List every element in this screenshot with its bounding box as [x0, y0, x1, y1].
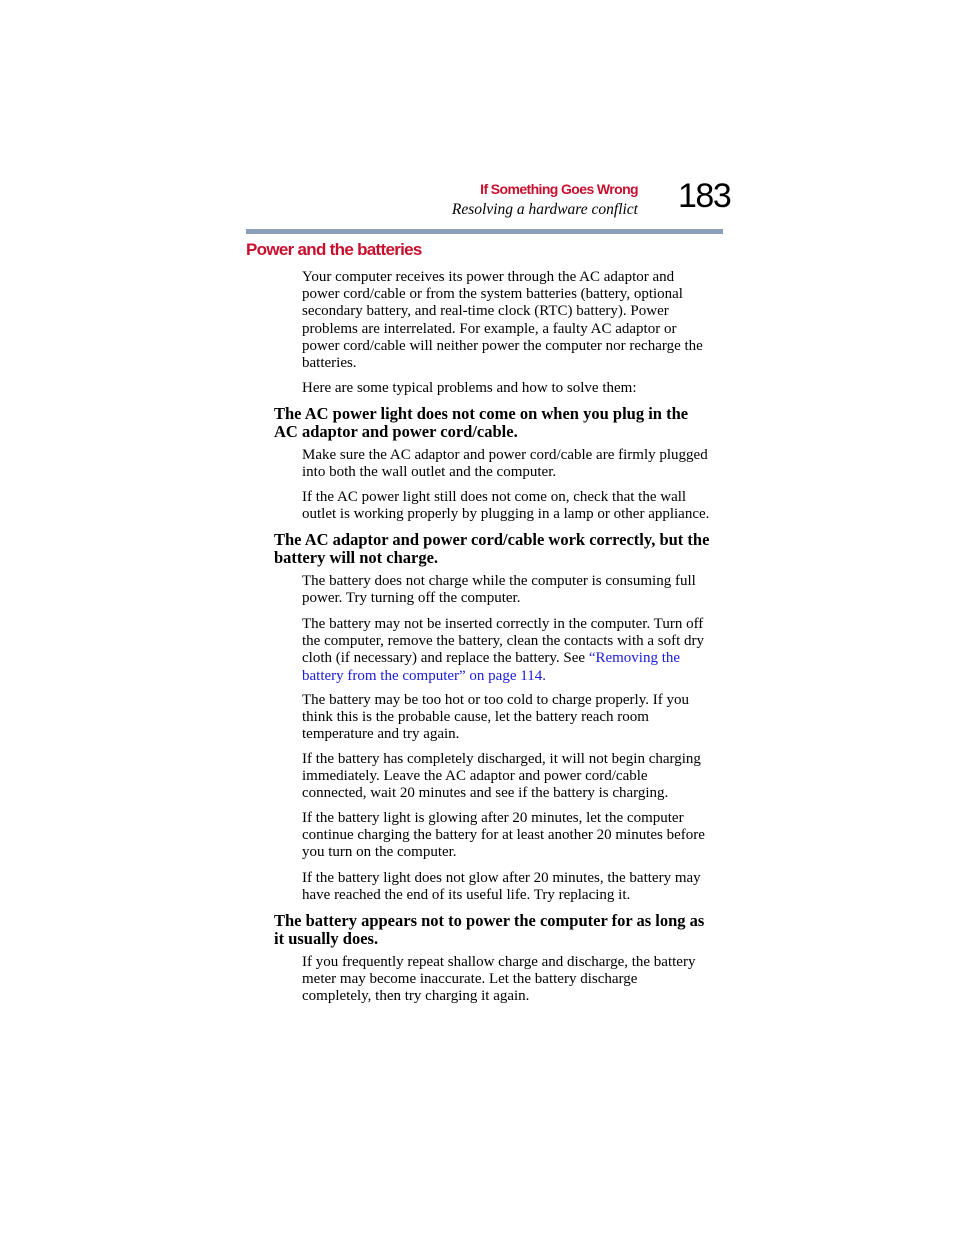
text-line: problems are interrelated. For example, a faulty AC adaptor or: [302, 320, 677, 337]
text-line: secondary battery, and real-time clock (RTC) battery). Power: [302, 303, 669, 320]
solution-paragraph: [302, 692, 732, 744]
text-line: outlet is working properly by plugging in a lamp or other appliance.: [302, 506, 710, 523]
text-line: batteries.: [302, 355, 357, 372]
text-line: connected, wait 20 minutes and see if the battery is charging.: [302, 785, 669, 802]
text-fragment: cloth (if necessary) and replace the battery. See: [302, 650, 589, 667]
text-line: power cord/cable will neither power the computer nor recharge the: [302, 337, 703, 354]
cross-reference-link[interactable]: battery from the computer” on page 114: [302, 667, 543, 684]
page-number: 183: [678, 177, 731, 215]
problem-heading-ac-power-light: [274, 405, 744, 441]
text-line: immediately. Leave the AC adaptor and power cord/cable: [302, 768, 648, 785]
text-line: meter may become inaccurate. Let the battery discharge: [302, 971, 638, 988]
heading-line: it usually does.: [274, 929, 379, 948]
text-line: The battery may be too hot or too cold to charge properly. If you: [302, 692, 689, 708]
running-header-section: Resolving a hardware conflict: [451, 201, 638, 218]
text-line: If you frequently repeat shallow charge and discharge, the battery: [302, 954, 696, 970]
solution-paragraph: [302, 751, 732, 803]
cross-reference-link[interactable]: “Removing the: [588, 650, 681, 667]
solution-paragraph: [302, 489, 732, 523]
heading-line: The AC power light does not come on when you plug in the: [274, 404, 689, 423]
problem-heading-battery-not-charge: [274, 531, 744, 567]
solution-paragraph: [302, 573, 732, 607]
text-line: Make sure the AC adaptor and power cord/cable are firmly plugged: [302, 447, 708, 463]
text-line: think this is the probable cause, let the battery reach room: [302, 709, 649, 726]
heading-line: The battery appears not to power the computer for as long as: [274, 911, 705, 930]
text-line: Here are some typical problems and how to solve them:: [302, 380, 637, 396]
solution-paragraph: [302, 954, 732, 1006]
intro-followup: [302, 380, 732, 397]
text-line: power cord/cable or from the system batteries (battery, optional: [302, 286, 683, 303]
text-fragment: .: [542, 667, 546, 684]
text-line: power. Try turning off the computer.: [302, 590, 521, 607]
running-header-chapter: If Something Goes Wrong: [480, 181, 638, 197]
heading-line: battery will not charge.: [274, 548, 439, 567]
problem-heading-battery-short-life: [274, 912, 744, 948]
solution-paragraph: [302, 616, 732, 685]
text-line: continue charging the battery for at least another 20 minutes before: [302, 827, 705, 844]
text-line: temperature and try again.: [302, 726, 460, 743]
text-line: you turn on the computer.: [302, 844, 457, 861]
text-line: [302, 668, 732, 685]
text-line: into both the wall outlet and the computer.: [302, 464, 557, 481]
solution-paragraph: [302, 447, 732, 481]
text-line: completely, then try charging it again.: [302, 988, 530, 1005]
header-rule: [246, 229, 723, 234]
text-line: If the AC power light still does not come on, check that the wall: [302, 489, 687, 505]
text-line: The battery may not be inserted correctly in the computer. Turn off: [302, 616, 704, 632]
heading-line: AC adaptor and power cord/cable.: [274, 422, 518, 441]
heading-line: The AC adaptor and power cord/cable work correctly, but the: [274, 530, 710, 549]
intro-paragraph: [302, 269, 732, 372]
text-line: If the battery has completely discharged, it will not begin charging: [302, 751, 701, 767]
section-heading: Power and the batteries: [246, 240, 422, 259]
solution-paragraph: [302, 870, 732, 904]
text-line: If the battery light does not glow after 20 minutes, the battery may: [302, 870, 701, 886]
text-line: The battery does not charge while the computer is consuming full: [302, 573, 696, 589]
text-line: [302, 650, 732, 667]
solution-paragraph: [302, 810, 732, 862]
text-line: If the battery light is glowing after 20 minutes, let the computer: [302, 810, 684, 826]
text-line: the computer, remove the battery, clean the contacts with a soft dry: [302, 633, 705, 650]
text-line: Your computer receives its power through the AC adaptor and: [302, 269, 675, 285]
text-line: have reached the end of its useful life. Try replacing it.: [302, 887, 631, 904]
